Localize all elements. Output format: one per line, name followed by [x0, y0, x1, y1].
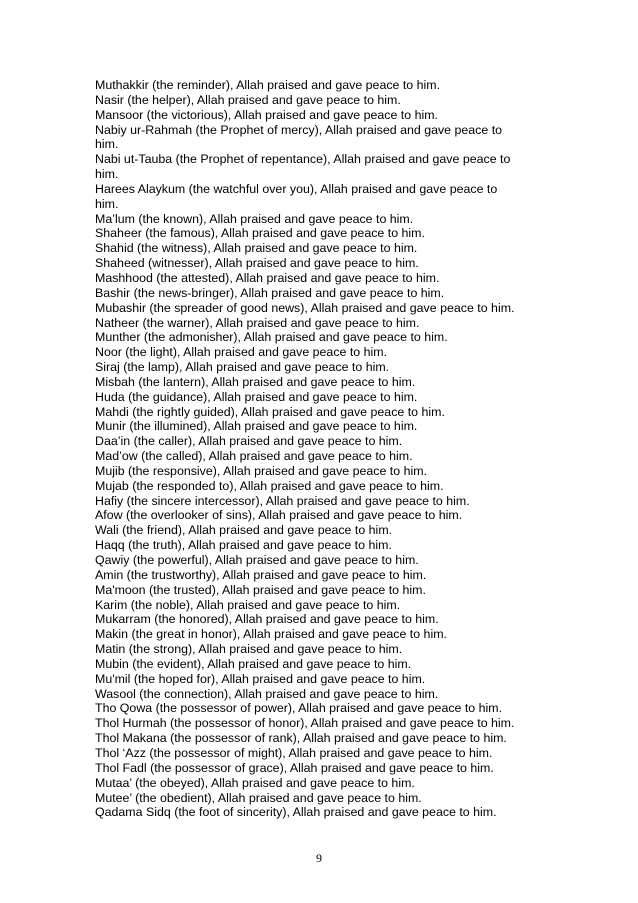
- text-line: Mashhood (the attested), Allah praised and gave peace to him.: [95, 270, 440, 285]
- text-line: Muthakkir (the reminder), Allah praised and gave peace to him.: [95, 78, 441, 92]
- text-line: Noor (the light), Allah praised and gave peace to him.: [95, 345, 388, 360]
- text-line: Munir (the illumined), Allah praised and gave peace to him.: [95, 419, 418, 434]
- text-line: Qawiy (the powerful), Allah praised and gave peace to him.: [95, 553, 419, 567]
- text-line: Mubin (the evident), Allah praised and gave peace to him.: [95, 656, 412, 671]
- text-line: Wali (the friend), Allah praised and gave peace to him.: [95, 523, 393, 538]
- text-line: Siraj (the lamp), Allah praised and gave peace to him.: [95, 360, 390, 375]
- text-line: Nabiy ur-Rahmah (the Prophet of mercy), Allah praised and gave peace to: [95, 122, 503, 137]
- text-line: Daa’in (the caller), Allah praised and gave peace to him.: [95, 434, 403, 449]
- text-line: Karim (the noble), Allah praised and gave peace to him.: [95, 597, 401, 612]
- text-line: Thol Hurmah (the possessor of honor), Allah praised and gave peace to him.: [95, 716, 515, 731]
- text-line: Afow (the overlooker of sins), Allah praised and gave peace to him.: [95, 508, 463, 523]
- text-line: Mad’ow (the called), Allah praised and gave peace to him.: [95, 449, 413, 464]
- text-line: Mahdi (the rightly guided), Allah praised and gave peace to him.: [95, 404, 445, 419]
- text-line: Qadama Sidq (the foot of sincerity), Allah praised and gave peace to him.: [95, 805, 497, 820]
- text-line: Ma'moon (the trusted), Allah praised and gave peace to him.: [95, 582, 426, 597]
- text-line: him.: [95, 196, 119, 211]
- text-line: Haqq (the truth), Allah praised and gave peace to him.: [95, 538, 392, 553]
- text-line: Natheer (the warner), Allah praised and gave peace to him.: [95, 315, 420, 330]
- text-line: Mutee’ (the obedient), Allah praised and gave peace to him.: [95, 790, 422, 805]
- text-line: Mujib (the responsive), Allah praised and gave peace to him.: [95, 463, 427, 478]
- text-line: Makin (the great in honor), Allah praised and gave peace to him.: [95, 627, 447, 642]
- text-line: Bashir (the news-bringer), Allah praised and gave peace to him.: [95, 285, 445, 300]
- text-line: Amin (the trustworthy), Allah praised and gave peace to him.: [95, 567, 427, 582]
- text-line: him.: [95, 167, 119, 182]
- text-line: Mukarram (the honored), Allah praised and gave peace to him.: [95, 612, 439, 627]
- text-line: Shaheed (witnesser), Allah praised and gave peace to him.: [95, 256, 419, 271]
- text-line: Nabi ut-Tauba (the Prophet of repentance), Allah praised and gave peace to: [95, 152, 511, 167]
- text-line: Nasir (the helper), Allah praised and gave peace to him.: [95, 92, 401, 107]
- text-line: Thol Makana (the possessor of rank), Allah praised and gave peace to him.: [95, 731, 507, 746]
- text-line: Ma’lum (the known), Allah praised and gave peace to him.: [95, 211, 414, 226]
- text-line: Matin (the strong), Allah praised and gave peace to him.: [95, 642, 403, 657]
- text-line: Mubashir (the spreader of good news), Allah praised and gave peace to him.: [95, 300, 515, 315]
- text-line: Mu'mil (the hoped for), Allah praised and gave peace to him.: [95, 671, 426, 686]
- text-line: Tho Qowa (the possessor of power), Allah praised and gave peace to him.: [95, 701, 503, 716]
- text-line: Mujab (the responded to), Allah praised and gave peace to him.: [95, 478, 444, 493]
- text-line: Mutaa’ (the obeyed), Allah praised and gave peace to him.: [95, 775, 415, 790]
- text-line: Misbah (the lantern), Allah praised and gave peace to him.: [95, 374, 416, 389]
- text-line: Wasool (the connection), Allah praised and gave peace to him.: [95, 686, 439, 701]
- page-number: 9: [316, 851, 322, 865]
- text-line: Munther (the admonisher), Allah praised and gave peace to him.: [95, 330, 448, 345]
- names-list: [95, 78, 545, 820]
- text-line: Shaheer (the famous), Allah praised and gave peace to him.: [95, 226, 425, 241]
- text-line: Huda (the guidance), Allah praised and gave peace to him.: [95, 389, 418, 404]
- text-line: Thol Fadl (the possessor of grace), Allah praised and gave peace to him.: [95, 760, 494, 775]
- text-line: Thol ‘Azz (the possessor of might), Allah praised and gave peace to him.: [95, 745, 493, 760]
- text-line: Mansoor (the victorious), Allah praised and gave peace to him.: [95, 107, 438, 122]
- text-line: Harees Alaykum (the watchful over you), Allah praised and gave peace to: [95, 181, 498, 196]
- text-line: Shahid (the witness), Allah praised and gave peace to him.: [95, 241, 418, 256]
- text-line: him.: [95, 137, 119, 152]
- text-line: Hafiy (the sincere intercessor), Allah praised and gave peace to him.: [95, 493, 470, 508]
